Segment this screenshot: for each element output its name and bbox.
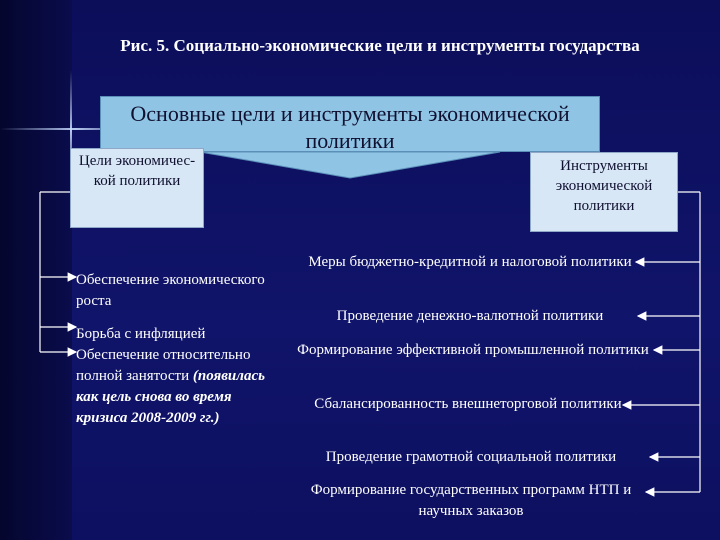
goal-item-text: Обеспечение относительно полной занятости [76,347,251,384]
goals-header-box [70,148,204,228]
tool-item: Проведение денежно-валютной политики [336,308,604,324]
tool-item: Проведение грамотной социальной политики [325,449,617,465]
main-box-label: Основные цели и инструменты экономической политики [130,101,570,153]
tool-item: Формирование эффективной промышленной политики [297,342,649,358]
tool-item: Сбалансированность внешнеторговой политики [314,396,622,412]
tools-header-box [530,152,678,232]
tools-header-label: Инструменты экономической политики [555,158,653,214]
goal-item-note: (появилась как цель снова во время кризиса 2008-2009 гг.) [76,368,265,426]
tool-item: Меры бюджетно-кредитной и налоговой политики [308,254,632,270]
down-chevron [200,152,500,178]
goal-item [76,345,266,429]
goal-item: Борьба с инфляцией [76,326,206,342]
goal-item: Обеспечение экономического роста [76,272,265,309]
goals-list [76,270,266,429]
tool-item: Формирование государственных программ НТП и научных заказов [310,482,632,519]
figure-title: Рис. 5. Социально-экономические цели и инструменты государства [120,36,640,55]
goals-header-label: Цели экономичес-кой политики [78,153,196,189]
